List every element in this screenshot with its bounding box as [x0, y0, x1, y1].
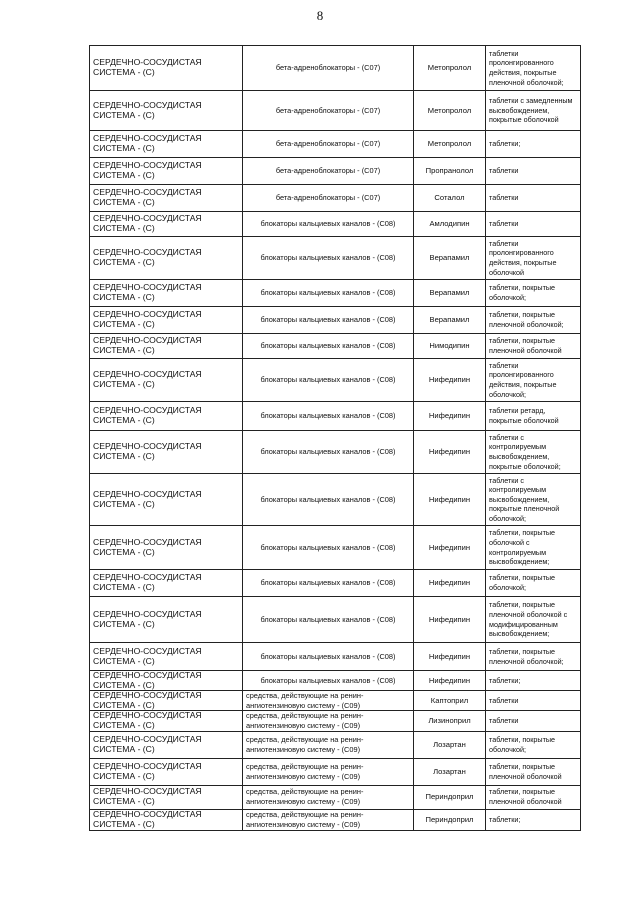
system-cell: СЕРДЕЧНО-СОСУДИСТАЯ СИСТЕМА - (С) — [90, 237, 243, 280]
group-cell: средства, действующие на ренин-ангиотензиновую систему - (С09) — [243, 758, 414, 785]
system-cell: СЕРДЕЧНО-СОСУДИСТАЯ СИСТЕМА - (С) — [90, 46, 243, 91]
drug-cell: Периндоприл — [414, 785, 486, 809]
form-cell: таблетки пролонгированного действия, покрытые пленочной оболочкой; — [486, 46, 581, 91]
drug-cell: Метопролол — [414, 91, 486, 131]
form-cell: таблетки; — [486, 809, 581, 830]
table-row — [90, 185, 581, 212]
table-row — [90, 307, 581, 334]
system-cell: СЕРДЕЧНО-СОСУДИСТАЯ СИСТЕМА - (С) — [90, 570, 243, 597]
drug-cell: Нифедипин — [414, 671, 486, 691]
form-cell: таблетки пролонгированного действия, покрытые оболочкой — [486, 237, 581, 280]
drug-cell: Верапамил — [414, 307, 486, 334]
form-cell: таблетки — [486, 158, 581, 185]
group-cell: средства, действующие на ренин-ангиотензиновую систему - (С09) — [243, 691, 414, 711]
group-cell: средства, действующие на ренин-ангиотензиновую систему - (С09) — [243, 809, 414, 830]
group-cell: блокаторы кальциевых каналов - (С08) — [243, 474, 414, 526]
form-cell: таблетки — [486, 691, 581, 711]
group-cell: блокаторы кальциевых каналов - (С08) — [243, 671, 414, 691]
table-row — [90, 431, 581, 474]
system-cell: СЕРДЕЧНО-СОСУДИСТАЯ СИСТЕМА - (С) — [90, 526, 243, 570]
table-row — [90, 280, 581, 307]
form-cell: таблетки, покрытые пленочной оболочкой; — [486, 643, 581, 671]
table-row — [90, 158, 581, 185]
drug-cell: Лизиноприл — [414, 711, 486, 731]
system-cell: СЕРДЕЧНО-СОСУДИСТАЯ СИСТЕМА - (С) — [90, 809, 243, 830]
group-cell: блокаторы кальциевых каналов - (С08) — [243, 597, 414, 643]
drug-cell: Нимодипин — [414, 334, 486, 359]
table-row — [90, 758, 581, 785]
table-row — [90, 334, 581, 359]
drug-cell: Лозартан — [414, 758, 486, 785]
group-cell: блокаторы кальциевых каналов - (С08) — [243, 526, 414, 570]
drug-cell: Нифедипин — [414, 526, 486, 570]
table-row — [90, 212, 581, 237]
form-cell: таблетки с контролируемым высвобождением, покрытые пленочной оболочкой; — [486, 474, 581, 526]
table-row — [90, 474, 581, 526]
drug-cell: Лозартан — [414, 731, 486, 758]
group-cell: блокаторы кальциевых каналов - (С08) — [243, 237, 414, 280]
drug-cell: Нифедипин — [414, 402, 486, 431]
group-cell: бета-адреноблокаторы - (С07) — [243, 91, 414, 131]
table-row — [90, 237, 581, 280]
form-cell: таблетки, покрытые пленочной оболочкой; — [486, 307, 581, 334]
form-cell: таблетки, покрытые оболочкой; — [486, 280, 581, 307]
group-cell: средства, действующие на ренин-ангиотензиновую систему - (С09) — [243, 731, 414, 758]
group-cell: средства, действующие на ренин-ангиотензиновую систему - (С09) — [243, 711, 414, 731]
group-cell: блокаторы кальциевых каналов - (С08) — [243, 570, 414, 597]
form-cell: таблетки — [486, 711, 581, 731]
system-cell: СЕРДЕЧНО-СОСУДИСТАЯ СИСТЕМА - (С) — [90, 785, 243, 809]
form-cell: таблетки; — [486, 131, 581, 158]
table-row — [90, 785, 581, 809]
system-cell: СЕРДЕЧНО-СОСУДИСТАЯ СИСТЕМА - (С) — [90, 334, 243, 359]
drug-cell: Периндоприл — [414, 809, 486, 830]
form-cell: таблетки пролонгированного действия, покрытые оболочкой; — [486, 359, 581, 402]
table-row — [90, 711, 581, 731]
page-number: 8 — [316, 8, 324, 23]
form-cell: таблетки, покрытые пленочной оболочкой — [486, 758, 581, 785]
table-row — [90, 691, 581, 711]
table-row — [90, 359, 581, 402]
form-cell: таблетки, покрытые оболочкой; — [486, 731, 581, 758]
table-row — [90, 809, 581, 830]
drug-cell: Верапамил — [414, 237, 486, 280]
form-cell: таблетки ретард, покрытые оболочкой — [486, 402, 581, 431]
group-cell: блокаторы кальциевых каналов - (С08) — [243, 402, 414, 431]
form-cell: таблетки с контролируемым высвобождением, покрытые оболочкой; — [486, 431, 581, 474]
table-row — [90, 46, 581, 91]
form-cell: таблетки, покрытые оболочкой с контролируемым высвобождением; — [486, 526, 581, 570]
form-cell: таблетки — [486, 212, 581, 237]
group-cell: блокаторы кальциевых каналов - (С08) — [243, 212, 414, 237]
system-cell: СЕРДЕЧНО-СОСУДИСТАЯ СИСТЕМА - (С) — [90, 691, 243, 711]
system-cell: СЕРДЕЧНО-СОСУДИСТАЯ СИСТЕМА - (С) — [90, 597, 243, 643]
table-row — [90, 526, 581, 570]
group-cell: бета-адреноблокаторы - (С07) — [243, 46, 414, 91]
drug-cell: Нифедипин — [414, 570, 486, 597]
group-cell: бета-адреноблокаторы - (С07) — [243, 158, 414, 185]
form-cell: таблетки; — [486, 671, 581, 691]
group-cell: блокаторы кальциевых каналов - (С08) — [243, 431, 414, 474]
system-cell: СЕРДЕЧНО-СОСУДИСТАЯ СИСТЕМА - (С) — [90, 158, 243, 185]
drug-cell: Верапамил — [414, 280, 486, 307]
drug-cell: Соталол — [414, 185, 486, 212]
group-cell: блокаторы кальциевых каналов - (С08) — [243, 359, 414, 402]
form-cell: таблетки с замедленным высвобождением, покрытые оболочкой — [486, 91, 581, 131]
system-cell: СЕРДЕЧНО-СОСУДИСТАЯ СИСТЕМА - (С) — [90, 643, 243, 671]
group-cell: блокаторы кальциевых каналов - (С08) — [243, 307, 414, 334]
drug-cell: Нифедипин — [414, 359, 486, 402]
form-cell: таблетки, покрытые пленочной оболочкой — [486, 785, 581, 809]
form-cell: таблетки, покрытые оболочкой; — [486, 570, 581, 597]
group-cell: блокаторы кальциевых каналов - (С08) — [243, 643, 414, 671]
drug-cell: Каптоприл — [414, 691, 486, 711]
table-row — [90, 91, 581, 131]
system-cell: СЕРДЕЧНО-СОСУДИСТАЯ СИСТЕМА - (С) — [90, 402, 243, 431]
form-cell: таблетки, покрытые пленочной оболочкой с модифицированным высвобождением; — [486, 597, 581, 643]
drug-cell: Метопролол — [414, 46, 486, 91]
group-cell: бета-адреноблокаторы - (С07) — [243, 131, 414, 158]
table-row — [90, 671, 581, 691]
group-cell: средства, действующие на ренин-ангиотензиновую систему - (С09) — [243, 785, 414, 809]
table-row — [90, 402, 581, 431]
table-row — [90, 643, 581, 671]
system-cell: СЕРДЕЧНО-СОСУДИСТАЯ СИСТЕМА - (С) — [90, 758, 243, 785]
drug-cell: Нифедипин — [414, 474, 486, 526]
table-row — [90, 570, 581, 597]
form-cell: таблетки — [486, 185, 581, 212]
drug-cell: Пропранолол — [414, 158, 486, 185]
drug-cell: Нифедипин — [414, 431, 486, 474]
table-row — [90, 597, 581, 643]
system-cell: СЕРДЕЧНО-СОСУДИСТАЯ СИСТЕМА - (С) — [90, 307, 243, 334]
system-cell: СЕРДЕЧНО-СОСУДИСТАЯ СИСТЕМА - (С) — [90, 431, 243, 474]
drug-table — [89, 45, 581, 831]
table-row — [90, 731, 581, 758]
drug-cell: Нифедипин — [414, 597, 486, 643]
drug-cell: Амлодипин — [414, 212, 486, 237]
form-cell: таблетки, покрытые пленочной оболочкой — [486, 334, 581, 359]
group-cell: блокаторы кальциевых каналов - (С08) — [243, 334, 414, 359]
system-cell: СЕРДЕЧНО-СОСУДИСТАЯ СИСТЕМА - (С) — [90, 280, 243, 307]
system-cell: СЕРДЕЧНО-СОСУДИСТАЯ СИСТЕМА - (С) — [90, 359, 243, 402]
system-cell: СЕРДЕЧНО-СОСУДИСТАЯ СИСТЕМА - (С) — [90, 185, 243, 212]
table-row — [90, 131, 581, 158]
system-cell: СЕРДЕЧНО-СОСУДИСТАЯ СИСТЕМА - (С) — [90, 131, 243, 158]
system-cell: СЕРДЕЧНО-СОСУДИСТАЯ СИСТЕМА - (С) — [90, 91, 243, 131]
system-cell: СЕРДЕЧНО-СОСУДИСТАЯ СИСТЕМА - (С) — [90, 731, 243, 758]
system-cell: СЕРДЕЧНО-СОСУДИСТАЯ СИСТЕМА - (С) — [90, 671, 243, 691]
system-cell: СЕРДЕЧНО-СОСУДИСТАЯ СИСТЕМА - (С) — [90, 212, 243, 237]
drug-cell: Метопролол — [414, 131, 486, 158]
system-cell: СЕРДЕЧНО-СОСУДИСТАЯ СИСТЕМА - (С) — [90, 711, 243, 731]
drug-cell: Нифедипин — [414, 643, 486, 671]
system-cell: СЕРДЕЧНО-СОСУДИСТАЯ СИСТЕМА - (С) — [90, 474, 243, 526]
group-cell: бета-адреноблокаторы - (С07) — [243, 185, 414, 212]
group-cell: блокаторы кальциевых каналов - (С08) — [243, 280, 414, 307]
